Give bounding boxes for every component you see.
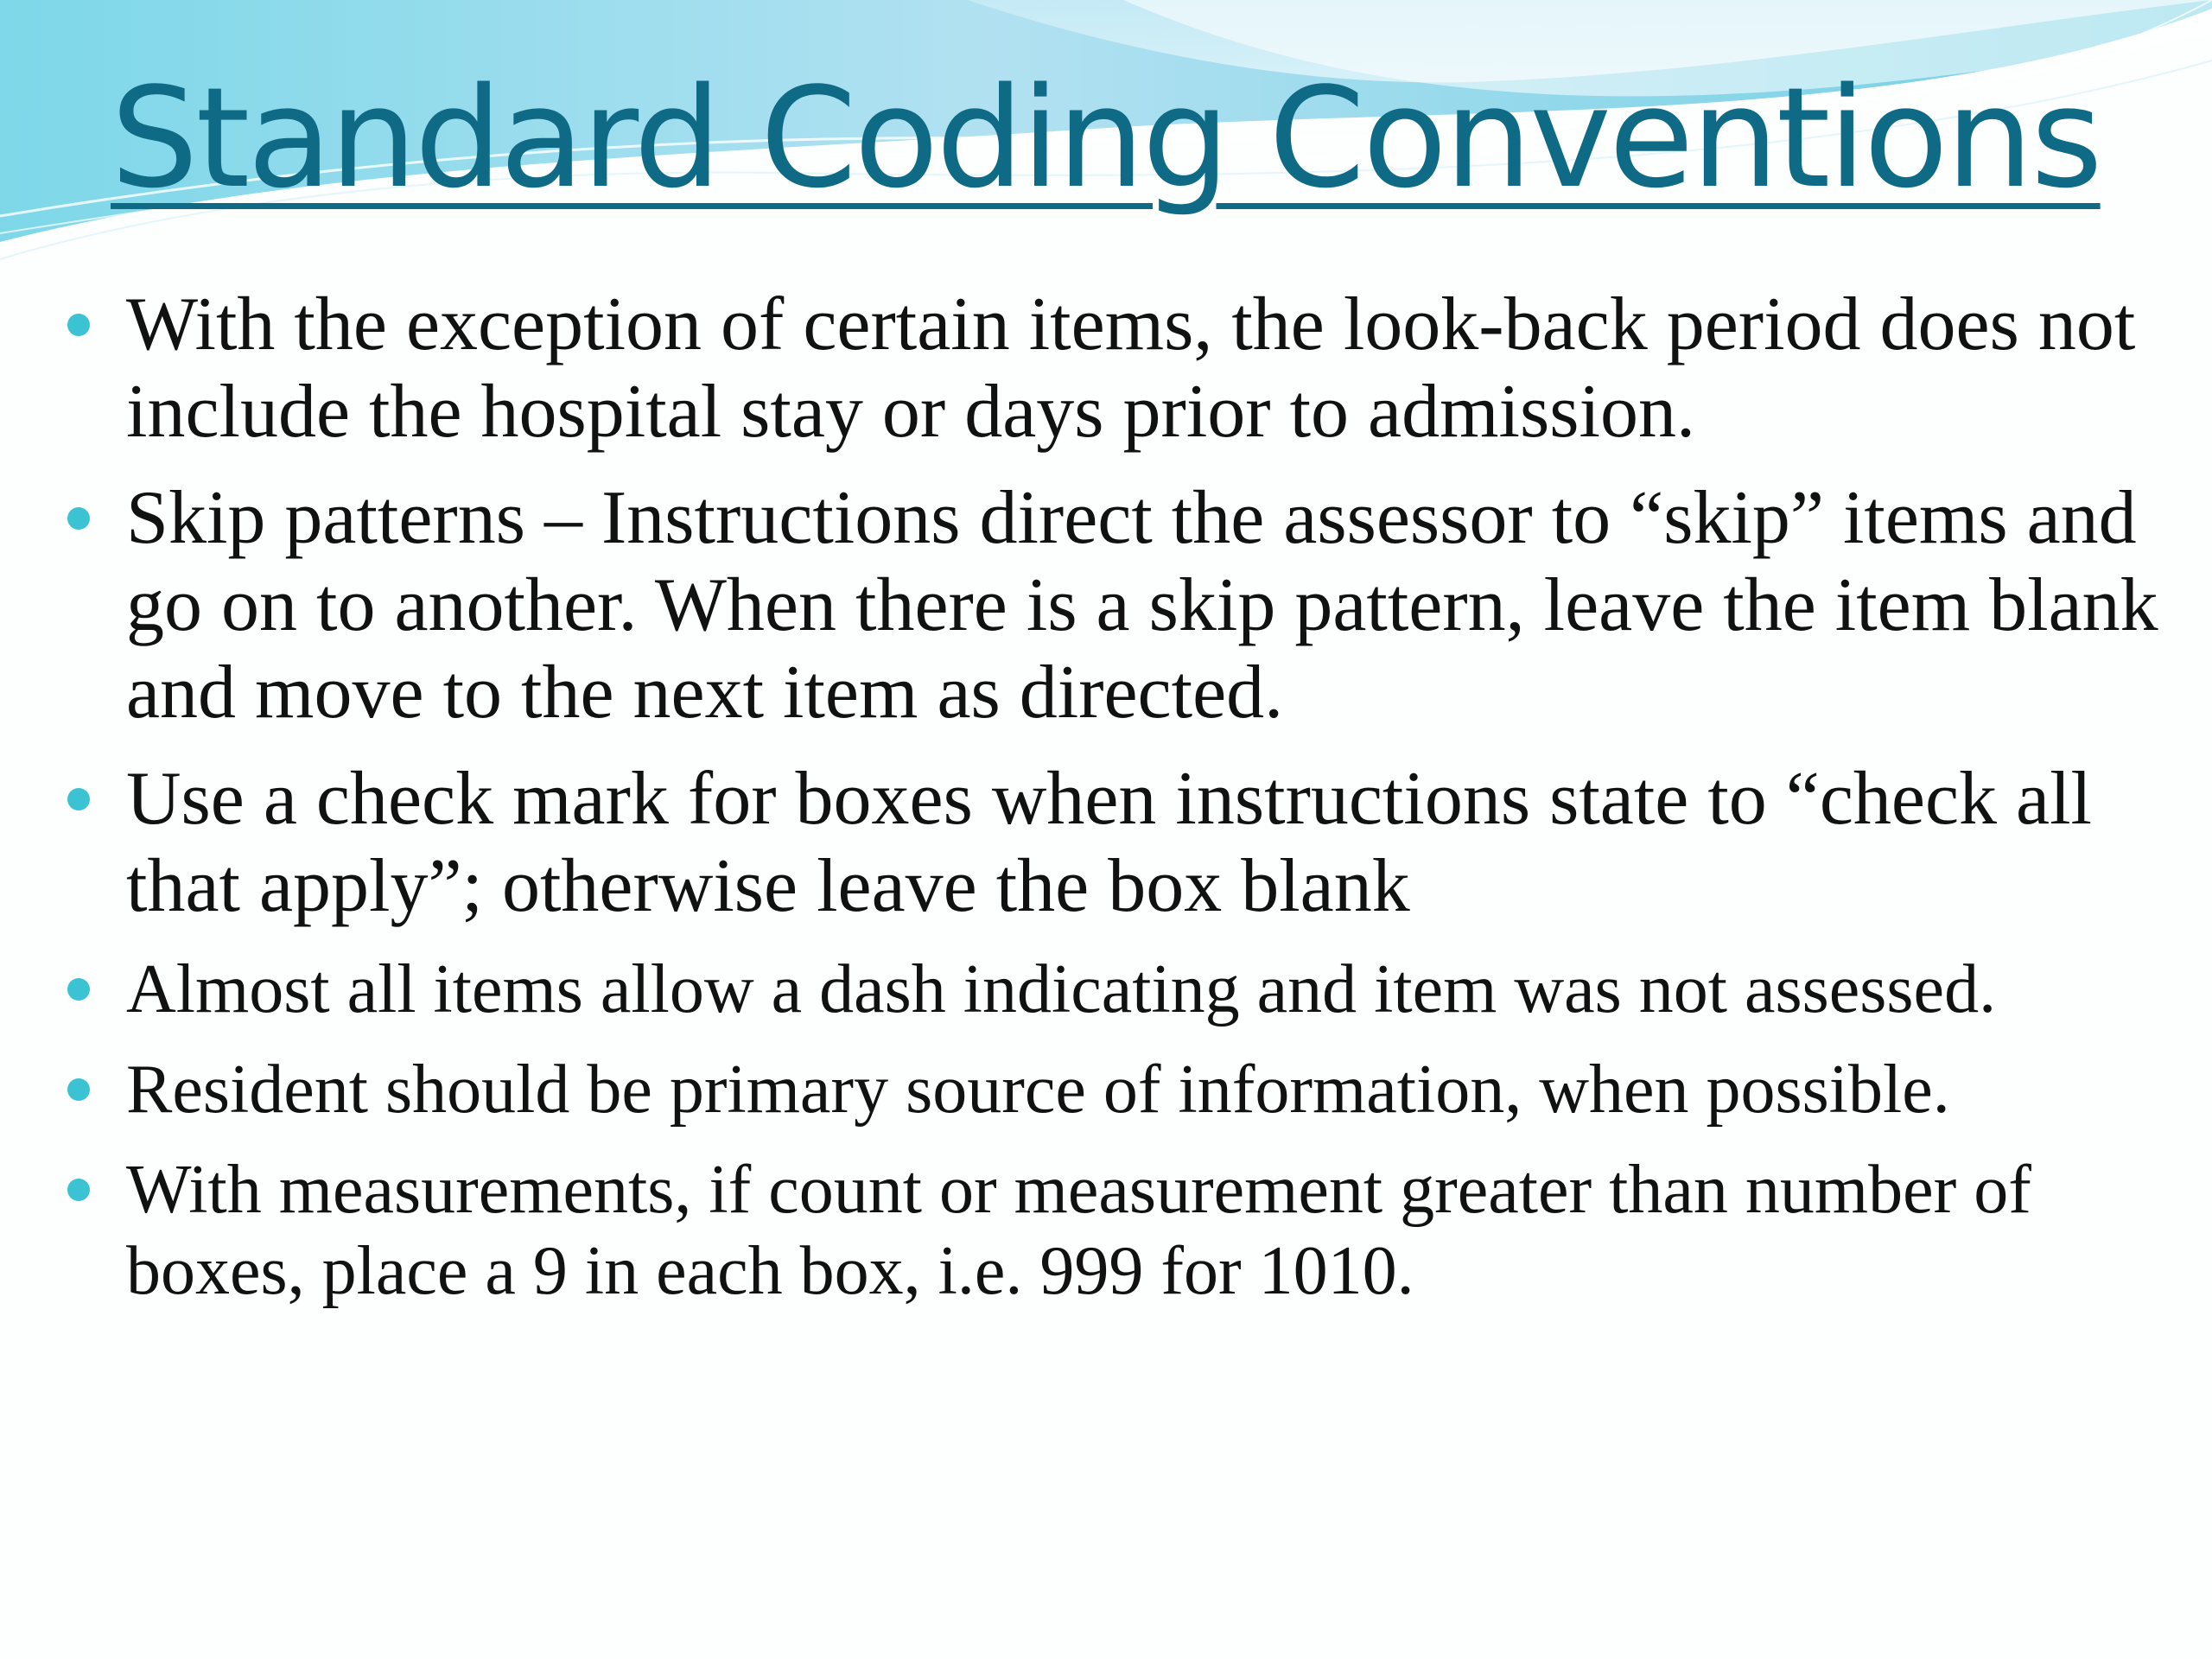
bullet-dot-icon <box>67 1078 90 1101</box>
bullet-item-look-back <box>62 281 2171 455</box>
bullet-dot-icon <box>67 1179 90 1201</box>
bullet-text: Skip patterns – Instructions direct the assessor to “skip” items and go on to another. When there is a skip pattern, leave the item blank and move to the next item as directed. <box>126 476 2158 734</box>
bullet-dot-icon <box>67 978 90 1001</box>
bullet-item-check-mark <box>62 755 2171 930</box>
bullet-text: Use a check mark for boxes when instructions state to “check all that apply”; otherwise leave the box blank <box>126 757 2092 928</box>
bullet-text: With the exception of certain items, the look-back period does not include the hospital stay or days prior to admission. <box>126 283 2136 454</box>
bullet-item-dash <box>62 949 2171 1030</box>
bullet-item-skip-patterns <box>62 474 2171 736</box>
bullet-list <box>62 281 2171 1331</box>
bullet-text: With measurements, if count or measurement greater than number of boxes, place a 9 in each box, i.e. 999 for 1010. <box>126 1152 2031 1309</box>
bullet-item-measurements <box>62 1149 2171 1312</box>
bullet-dot-icon <box>67 507 90 530</box>
slide-title: Standard Coding Conventions <box>111 57 2101 219</box>
bullet-text: Almost all items allow a dash indicating and item was not assessed. <box>126 951 1997 1027</box>
bullet-item-resident-source <box>62 1049 2171 1130</box>
bullet-dot-icon <box>67 788 90 810</box>
bullet-text: Resident should be primary source of information, when possible. <box>126 1052 1950 1128</box>
bullet-dot-icon <box>67 314 90 336</box>
